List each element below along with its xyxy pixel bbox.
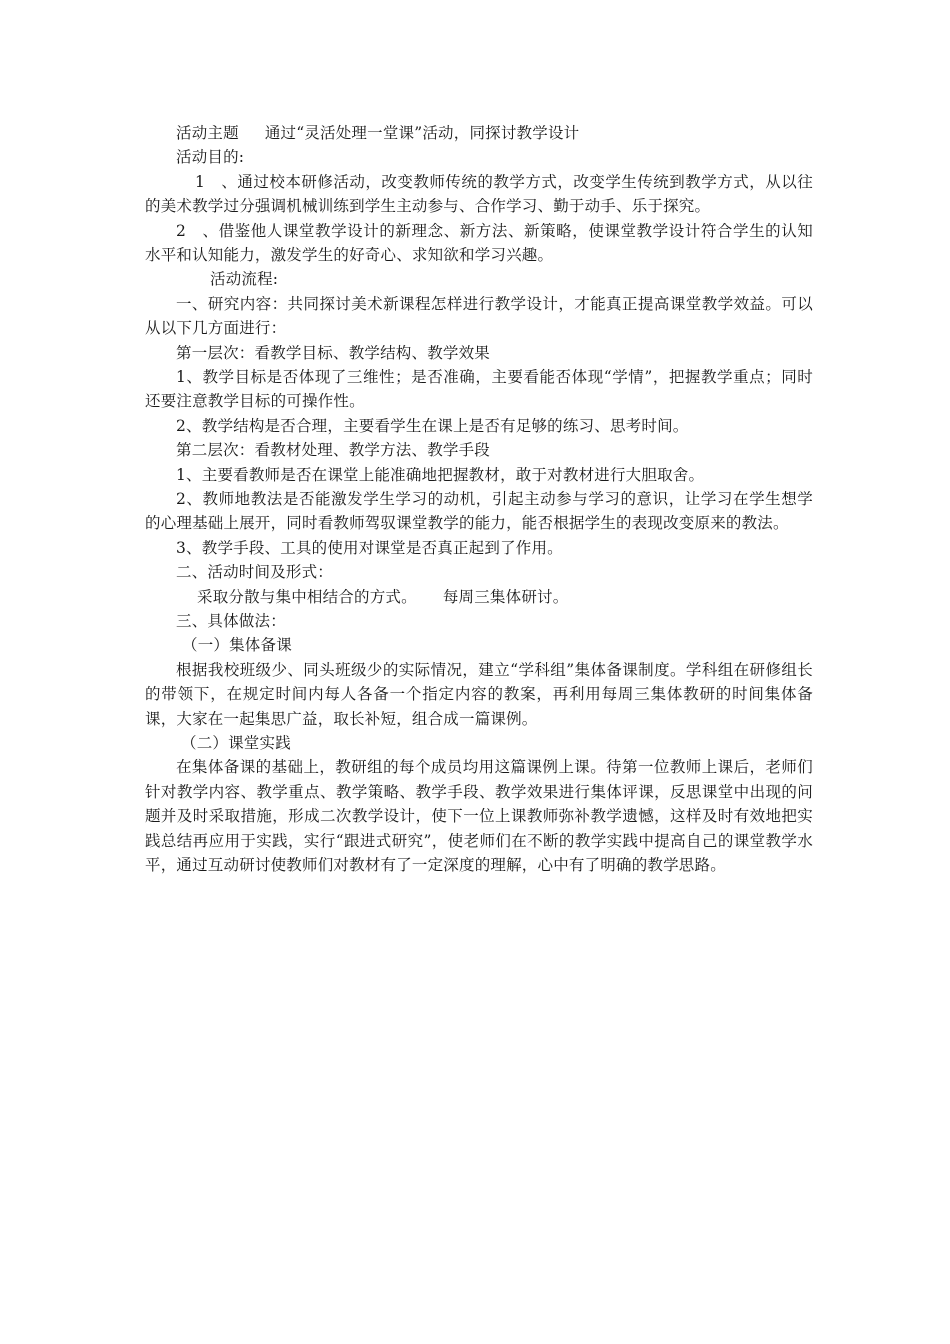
research-content: 一、研究内容：共同探讨美术新课程怎样进行教学设计，才能真正提高课堂教学效益。可以从以下几方面进行： <box>145 294 813 338</box>
level1-heading: 第一层次：看教学目标、教学结构、教学效果 <box>176 343 491 362</box>
level2-item-3: 3、教学手段、工具的使用对课堂是否真正起到了作用。 <box>176 538 563 557</box>
level2-item-2: 2、教师地教法是否能激发学生学习的动机，引起主动参与学习的意识，让学习在学生想学的心理基础上展开，同时看教师驾驭课堂教学的能力，能否根据学生的表现改变原来的教法。 <box>145 489 813 533</box>
level2-item-1: 1、主要看教师是否在课堂上能准确地把握教材，敢于对教材进行大胆取舍。 <box>176 465 705 484</box>
time-text-b: 每周三集体研讨。 <box>442 587 569 606</box>
theme-text: 通过“灵活处理一堂课”活动，同探讨教学设计 <box>264 124 580 142</box>
method-heading: 三、具体做法： <box>176 611 286 630</box>
level1-item-2: 2、教学结构是否合理，主要看学生在课上是否有足够的练习、思考时间。 <box>176 416 689 435</box>
level2-heading: 第二层次：看教材处理、教学方法、教学手段 <box>176 441 491 460</box>
sub1-text: 根据我校班级少、同头班级少的实际情况，建立“学科组”集体备课制度。学科组在研修组长的带领下，在规定时间内每人各备一个指定内容的教案，再利用每周三集体教研的时间集体备课，大家在一起集思广益，取长补短，组合成一篇课例。 <box>145 660 813 728</box>
purpose-heading: 活动目的: <box>176 148 245 167</box>
time-text <box>145 585 813 609</box>
purpose-item-2: 2 、借鉴他人课堂教学设计的新理念、新方法、新策略，使课堂教学设计符合学生的认知水平和认知能力，激发学生的好奇心、求知欲和学习兴趣。 <box>145 221 813 264</box>
sub1-heading: （一）集体备课 <box>182 636 292 655</box>
document-page <box>145 121 813 877</box>
activity-theme <box>145 121 813 145</box>
theme-label: 活动主题 <box>176 124 239 142</box>
time-heading: 二、活动时间及形式： <box>176 563 334 582</box>
purpose-item-1: 1 、通过校本研修活动，改变教师传统的教学方式，改变学生传统到教学方式，从以往的美术教学过分强调机械训练到学生主动参与、合作学习、勤于动手、乐于探究。 <box>145 172 813 216</box>
sub2-heading: （二）课堂实践 <box>181 733 291 752</box>
level1-item-1: 1、教学目标是否体现了三维性；是否准确，主要看能否体现“学情”，把握教学重点；同时还要注意教学目标的可操作性。 <box>145 368 813 411</box>
sub2-text: 在集体备课的基础上，教研组的每个成员均用这篇课例上课。待第一位教师上课后，老师们针对教学内容、教学重点、教学策略、教学手段、教学效果进行集体评课，反思课堂中出现的问题并及时采取措施，形成二次教学设计，使下一位上课教师弥补教学遗憾，这样及时有效地把实践总结再应用于实践，实行“跟进式研究”，使老师们在不断的教学实践中提高自己的课堂教学水平，通过互动研讨使教师们对教材有了一定深度的理解，心中有了明确的教学思路。 <box>145 758 813 874</box>
time-text-a: 采取分散与集中相结合的方式。 <box>197 587 417 606</box>
flow-heading: 活动流程: <box>210 270 279 289</box>
